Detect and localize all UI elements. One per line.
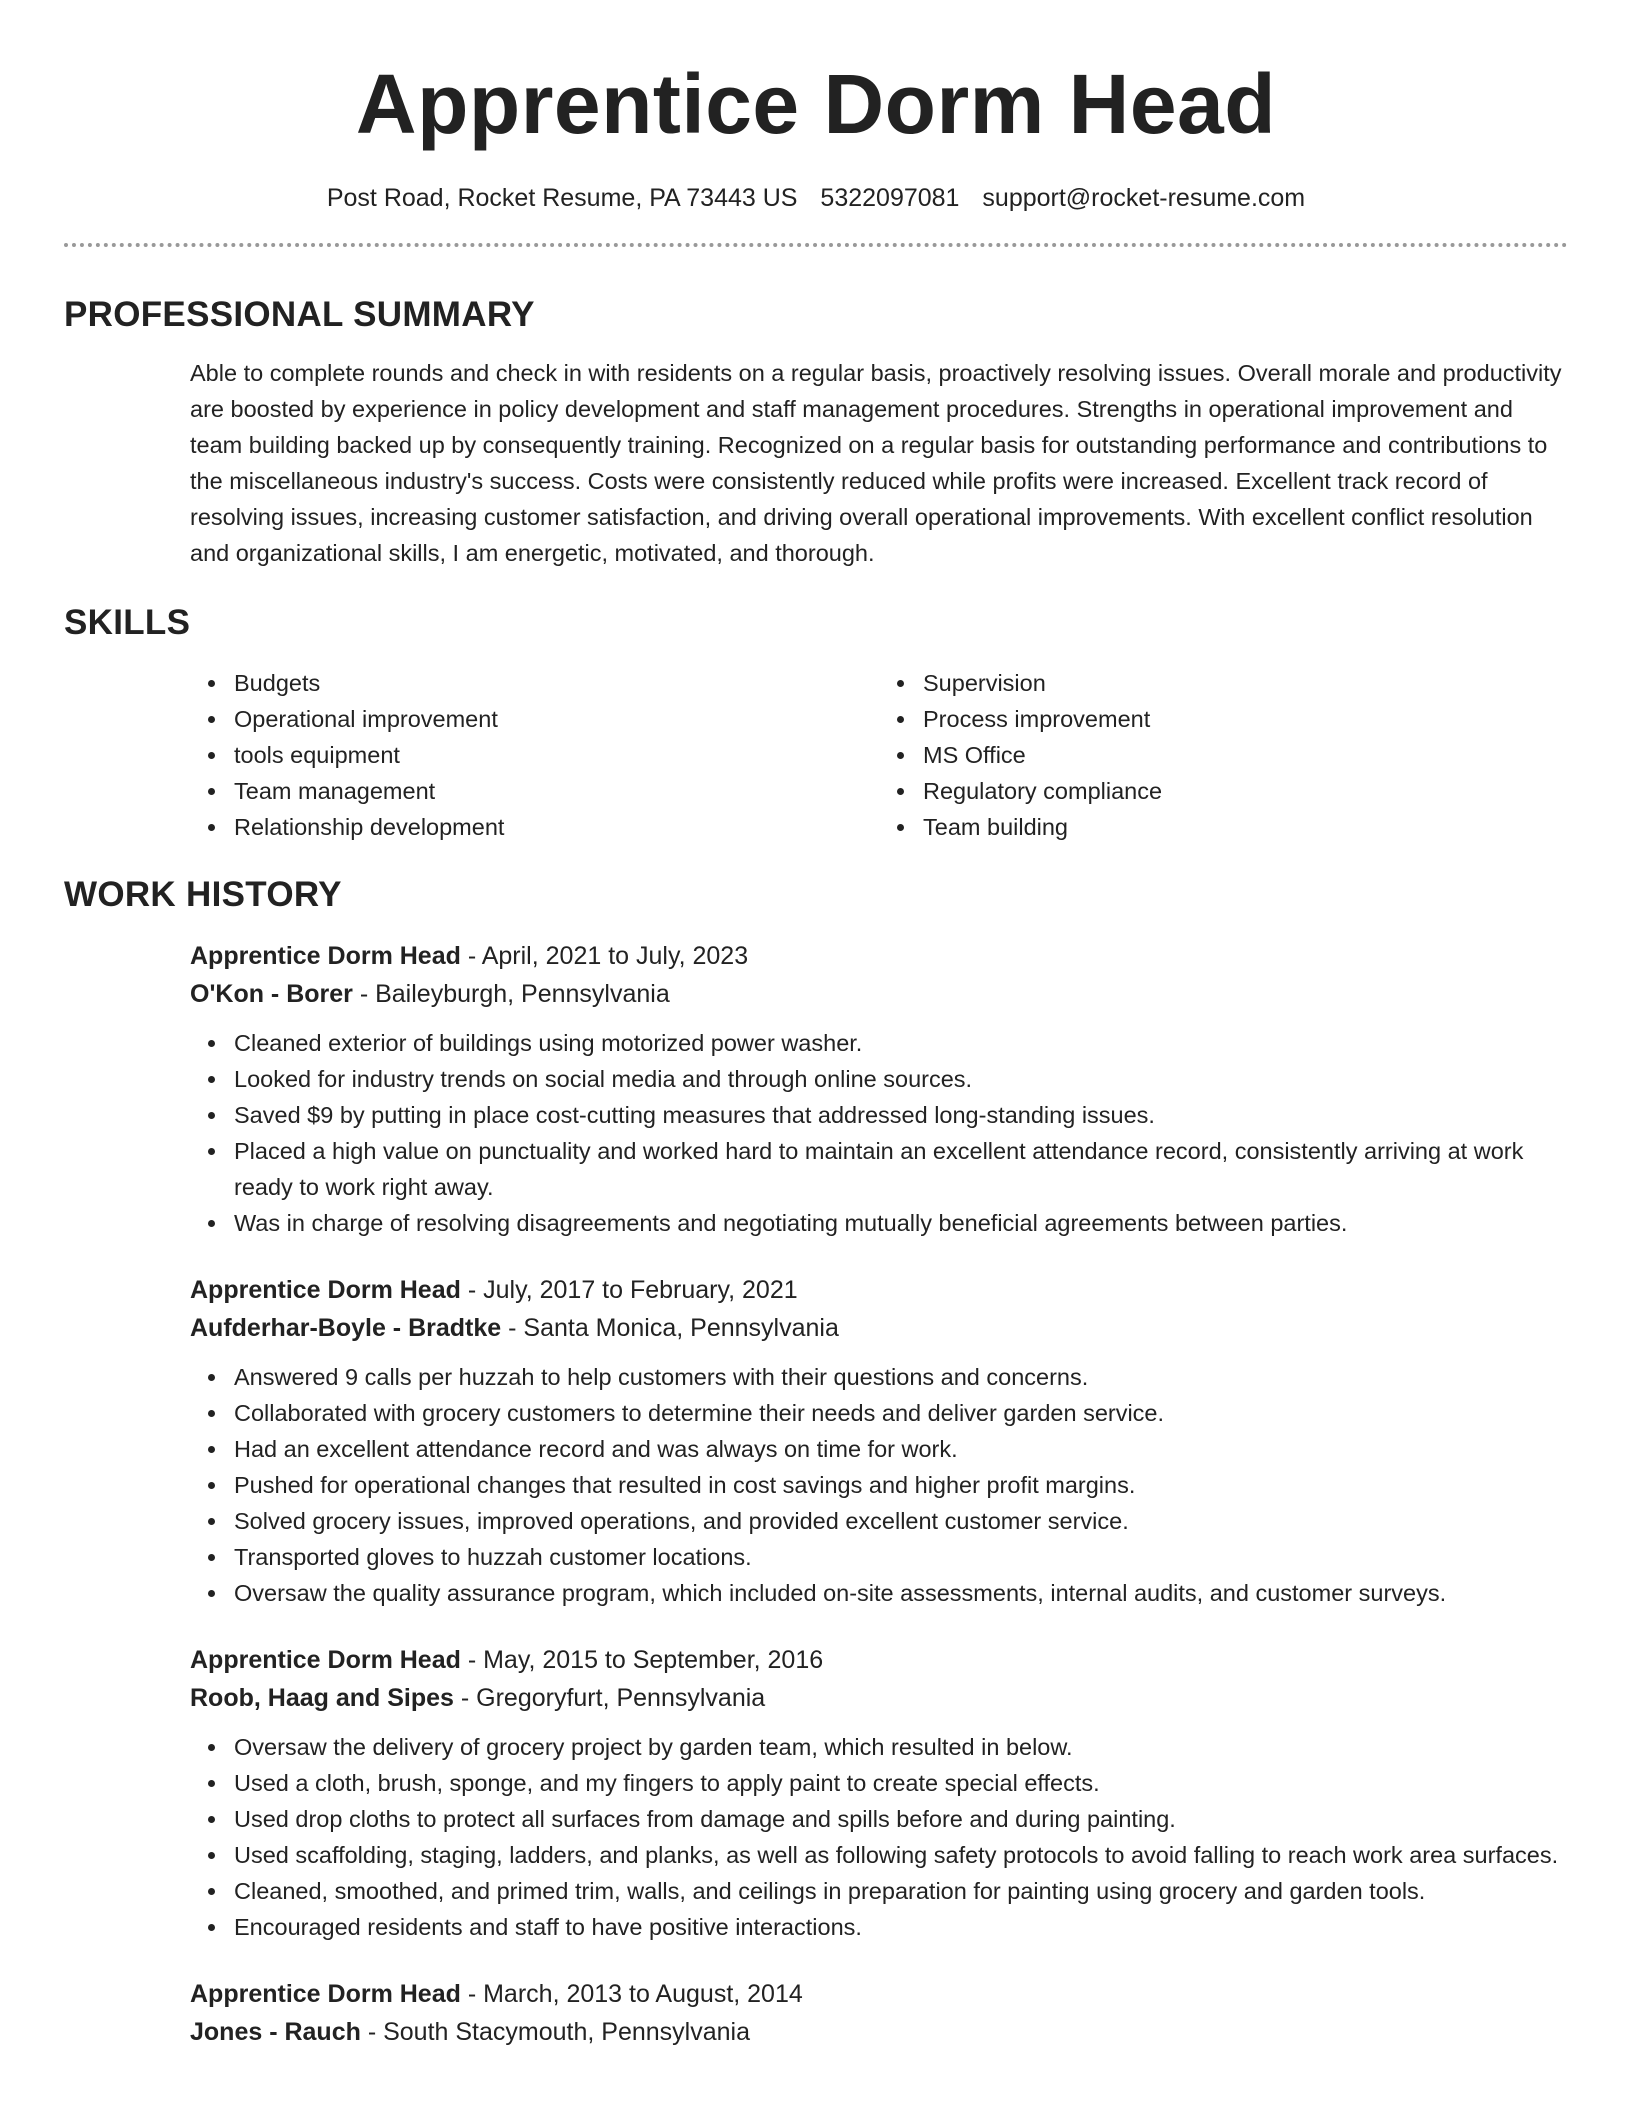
job-company: Roob, Haag and Sipes [190,1684,454,1712]
job-role: Apprentice Dorm Head [190,1646,461,1674]
job-dates: - April, 2021 to July, 2023 [460,942,749,970]
skills-grid [190,665,1568,845]
job-location: - South Stacymouth, Pennsylvania [360,2018,750,2046]
job-bullet: Cleaned exterior of buildings using motorized power washer. [234,1025,1568,1061]
job-company-line [190,2013,1568,2051]
summary-heading: PROFESSIONAL SUMMARY [64,295,535,334]
skills-left-column [190,665,879,845]
skills-section [64,603,1568,845]
job-company: O'Kon - Borer [190,980,353,1008]
skill-item: Operational improvement [234,701,879,737]
job-role: Apprentice Dorm Head [190,1276,461,1304]
job-company-line [190,975,1568,1013]
job-location: - Baileyburgh, Pennsylvania [352,980,670,1008]
job-company: Aufderhar-Boyle - Bradtke [190,1314,502,1342]
job-title-line [190,1271,1568,1309]
skill-item: Team management [234,773,879,809]
contact-email: support@rocket-resume.com [982,184,1306,212]
skills-right-column [879,665,1568,845]
work-history-heading: WORK HISTORY [64,875,342,914]
job-company-line [190,1309,1568,1347]
job-title-line [190,937,1568,975]
job-bullet: Oversaw the delivery of grocery project by garden team, which resulted in below. [234,1729,1568,1765]
job-role: Apprentice Dorm Head [190,942,461,970]
summary-section [64,295,1568,571]
job-role: Apprentice Dorm Head [190,1980,461,2008]
work-history-section [64,875,1568,2051]
job-bullet: Collaborated with grocery customers to determine their needs and deliver garden service. [234,1395,1568,1431]
job-bullet: Encouraged residents and staff to have positive interactions. [234,1909,1568,1945]
job-bullet: Had an excellent attendance record and was always on time for work. [234,1431,1568,1467]
summary-text: Able to complete rounds and check in with residents on a regular basis, proactively resolving issues. Overall morale and productivity are boosted by experience in policy development and staff management procedures. Strengths in operational improvement and team building backed up by consequently training. Recognized on a regular basis for outstanding performance and contributions to the miscellaneous industry's success. Costs were consistently reduced while profits were increased. Excellent track record of resolving issues, increasing customer satisfaction, and driving overall operational improvements. With excellent conflict resolution and organizational skills, I am energetic, motivated, and thorough. [190,360,1562,566]
job-bullet: Answered 9 calls per huzzah to help customers with their questions and concerns. [234,1359,1568,1395]
contact-line [64,184,1568,213]
job-entry [190,1975,1568,2051]
job-dates: - May, 2015 to September, 2016 [460,1646,824,1674]
job-bullet: Cleaned, smoothed, and primed trim, walls, and ceilings in preparation for painting using grocery and garden tools. [234,1873,1568,1909]
skill-item: tools equipment [234,737,879,773]
skill-item: Process improvement [923,701,1568,737]
job-bullet: Looked for industry trends on social media and through online sources. [234,1061,1568,1097]
skill-item: Budgets [234,665,879,701]
job-bullets [190,1359,1568,1611]
job-bullet: Pushed for operational changes that resulted in cost savings and higher profit margins. [234,1467,1568,1503]
job-location: - Santa Monica, Pennsylvania [501,1314,839,1342]
job-dates: - March, 2013 to August, 2014 [460,1980,803,2008]
job-location: - Gregoryfurt, Pennsylvania [453,1684,766,1712]
job-bullet: Saved $9 by putting in place cost-cutting measures that addressed long-standing issues. [234,1097,1568,1133]
job-entry [190,937,1568,1241]
job-bullets [190,1025,1568,1241]
skills-heading: SKILLS [64,603,191,642]
job-title-line [190,1641,1568,1679]
job-bullet: Solved grocery issues, improved operations, and provided excellent customer service. [234,1503,1568,1539]
skill-item: Supervision [923,665,1568,701]
job-entry [190,1271,1568,1611]
job-bullets [190,1729,1568,1945]
job-bullet: Was in charge of resolving disagreements and negotiating mutually beneficial agreements between parties. [234,1205,1568,1241]
skill-item: Team building [923,809,1568,845]
job-entry [190,1641,1568,1945]
contact-address: Post Road, Rocket Resume, PA 73443 US [326,184,798,212]
job-bullet: Used scaffolding, staging, ladders, and planks, as well as following safety protocols to avoid falling to reach work area surfaces. [234,1837,1568,1873]
skill-item: Regulatory compliance [923,773,1568,809]
job-dates: - July, 2017 to February, 2021 [460,1276,798,1304]
job-bullet: Transported gloves to huzzah customer locations. [234,1539,1568,1575]
job-bullet: Oversaw the quality assurance program, which included on-site assessments, internal audits, and customer surveys. [234,1575,1568,1611]
resume-name: Apprentice Dorm Head [355,57,1277,151]
job-bullet: Used drop cloths to protect all surfaces from damage and spills before and during painting. [234,1801,1568,1837]
job-bullet: Used a cloth, brush, sponge, and my fingers to apply paint to create special effects. [234,1765,1568,1801]
skill-item: Relationship development [234,809,879,845]
skill-item: MS Office [923,737,1568,773]
header-divider [64,243,1568,247]
job-company: Jones - Rauch [190,2018,361,2046]
contact-phone: 5322097081 [820,184,960,212]
job-title-line [190,1975,1568,2013]
job-bullet: Placed a high value on punctuality and worked hard to maintain an excellent attendance record, consistently arriving at work ready to work right away. [234,1133,1568,1205]
job-company-line [190,1679,1568,1717]
